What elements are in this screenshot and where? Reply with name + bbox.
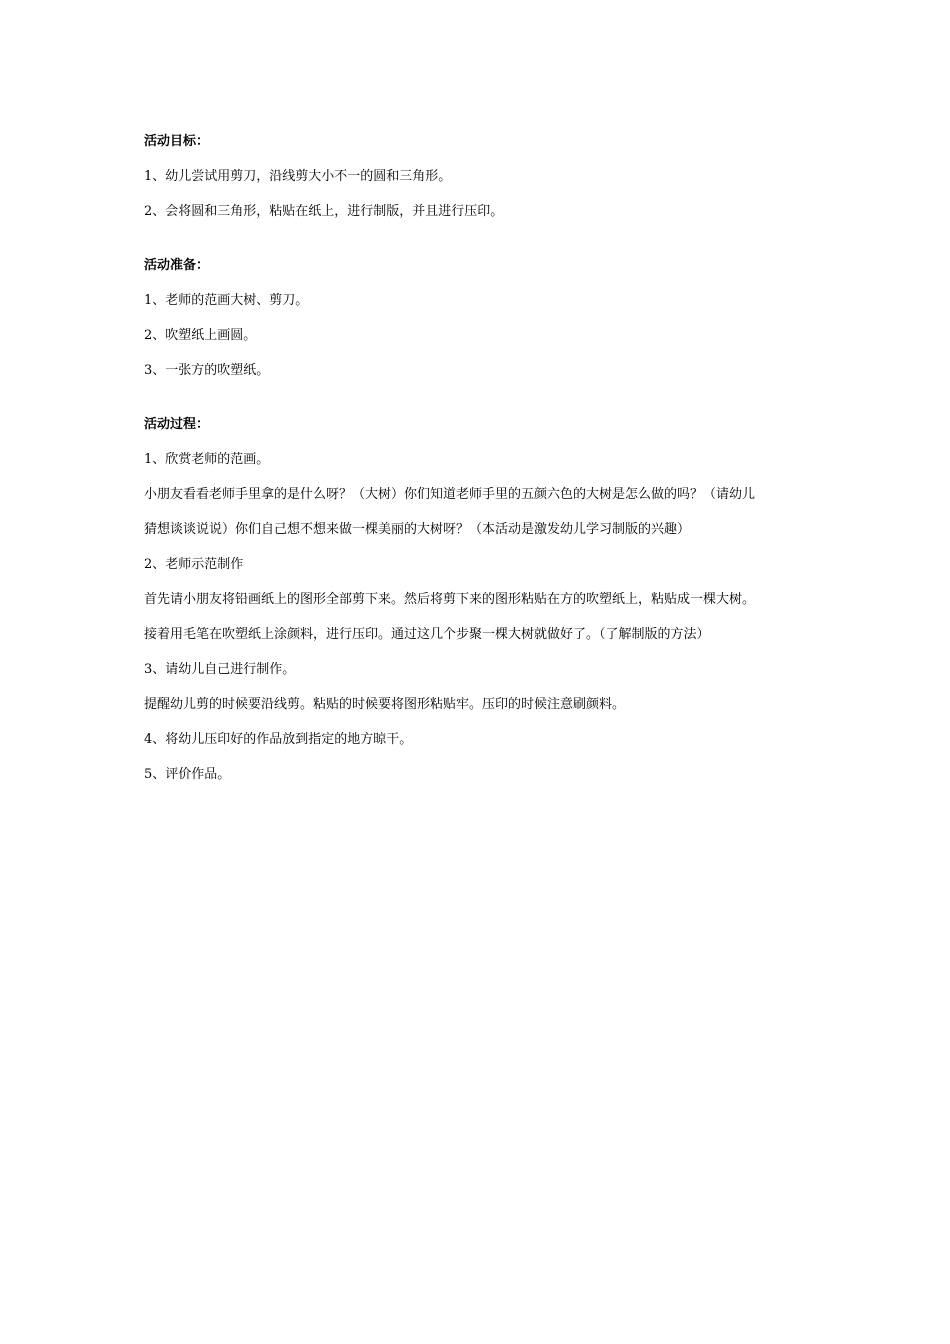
document-body bbox=[144, 124, 824, 792]
section-spacer bbox=[144, 388, 824, 407]
section-heading-preparation: 活动准备： bbox=[144, 258, 210, 273]
goal-item: 1、幼儿尝试用剪刀，沿线剪大小不一的圆和三角形。 bbox=[144, 169, 452, 184]
process-paragraph-line: 小朋友看看老师手里拿的是什么呀？（大树）你们知道老师手里的五颜六色的大树是怎么做的吗？（请幼儿 bbox=[144, 487, 756, 502]
preparation-item: 1、老师的范画大树、剪刀。 bbox=[144, 293, 309, 308]
preparation-section bbox=[144, 248, 824, 388]
goal-item: 2、会将圆和三角形，粘贴在纸上，进行制版，并且进行压印。 bbox=[144, 204, 504, 219]
section-heading-goals: 活动目标： bbox=[144, 134, 210, 149]
process-section bbox=[144, 407, 824, 792]
section-heading-process: 活动过程： bbox=[144, 417, 210, 432]
process-paragraph-line: 猜想谈谈说说）你们自己想不想来做一棵美丽的大树呀？（本活动是激发幼儿学习制版的兴趣） bbox=[144, 522, 691, 537]
process-step-title: 1、欣赏老师的范画。 bbox=[144, 452, 270, 467]
process-step-title: 3、请幼儿自己进行制作。 bbox=[144, 662, 296, 677]
process-paragraph-line: 提醒幼儿剪的时候要沿线剪。粘贴的时候要将图形粘贴牢。压印的时候注意刷颜料。 bbox=[144, 697, 626, 712]
process-paragraph-line: 接着用毛笔在吹塑纸上涂颜料，进行压印。通过这几个步聚一棵大树就做好了。（了解制版的方法） bbox=[144, 627, 710, 642]
goals-section bbox=[144, 124, 824, 229]
process-step-title: 5、评价作品。 bbox=[144, 767, 231, 782]
preparation-item: 3、一张方的吹塑纸。 bbox=[144, 363, 270, 378]
process-paragraph-line: 首先请小朋友将铅画纸上的图形全部剪下来。然后将剪下来的图形粘贴在方的吹塑纸上，粘贴成一棵大树。 bbox=[144, 592, 756, 607]
preparation-item: 2、吹塑纸上画圆。 bbox=[144, 328, 257, 343]
process-step-title: 4、将幼儿压印好的作品放到指定的地方晾干。 bbox=[144, 732, 413, 747]
process-step-title: 2、老师示范制作 bbox=[144, 557, 244, 572]
section-spacer bbox=[144, 229, 824, 248]
